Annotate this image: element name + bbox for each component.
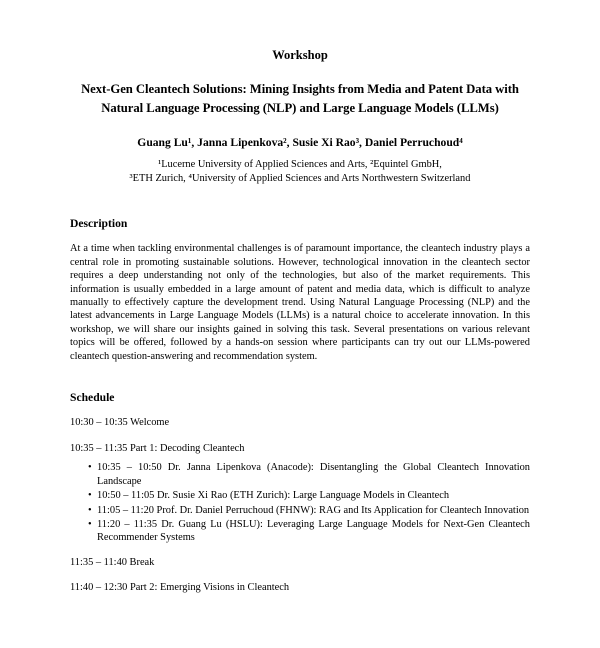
workshop-label: Workshop bbox=[272, 48, 328, 62]
schedule-part1-header: 10:35 – 11:35 Part 1: Decoding Cleantech bbox=[70, 442, 245, 454]
affiliations-block bbox=[70, 158, 530, 185]
affiliation-line-2: ³ETH Zurich, ⁴University of Applied Sciences and Arts Northwestern Switzerland bbox=[129, 172, 471, 184]
schedule-part2-header: 11:40 – 12:30 Part 2: Emerging Visions in Cleantech bbox=[70, 582, 290, 594]
authors-line bbox=[70, 136, 530, 150]
description-paragraph: At a time when tackling environmental challenges is of paramount importance, the cleantech industry plays a central role in promoting sustainable solutions. However, technological innovation in the cleantech sector requires a deep understanding not only of the technologies, but also of the market requirements. This information is usually embedded in a large amount of patent and media data, which is difficult to analyze manually to effectively capture the development trend. Using Natural Language Processing (NLP) and the latest advancements in Large Language Models (LLMs) is a natural choice to accelerate innovation. In this workshop, we will share our insights gained in solving this task. Several presentations on various relevant topics will be offered, followed by a hands-on session where participants can try out our LLMs-powered cleantech question-answering and recommendation system. bbox=[70, 243, 530, 362]
schedule-item-welcome: 10:30 – 10:35 Welcome bbox=[70, 417, 170, 429]
list-item: • 10:50 – 11:05 Dr. Susie Xi Rao (ETH Zurich): Large Language Models in Cleantech bbox=[70, 489, 530, 502]
affiliation-line-1: ¹Lucerne University of Applied Sciences and Arts, ²Equintel GmbH, bbox=[158, 159, 442, 170]
schedule-item-break: 11:35 – 11:40 Break bbox=[70, 556, 155, 568]
section-heading-schedule: Schedule bbox=[70, 391, 115, 405]
authors-text: Guang Lu¹, Janna Lipenkova², Susie Xi Rao³, Daniel Perruchoud⁴ bbox=[137, 136, 463, 149]
section-heading-description: Description bbox=[70, 217, 128, 231]
page-title: Next-Gen Cleantech Solutions: Mining Insights from Media and Patent Data with Natural Language Processing (NLP) and Large Language Models (LLMs) bbox=[81, 82, 519, 115]
document-page bbox=[0, 48, 600, 648]
list-item: • 11:05 – 11:20 Prof. Dr. Daniel Perruchoud (FHNW): RAG and Its Application for Cleantech Innovation bbox=[70, 504, 530, 517]
list-item: • 10:35 – 10:50 Dr. Janna Lipenkova (Anacode): Disentangling the Global Cleantech Innovation Landscape bbox=[70, 461, 530, 488]
schedule-part1-list bbox=[70, 461, 530, 545]
list-item: • 11:20 – 11:35 Dr. Guang Lu (HSLU): Leveraging Large Language Models for Next-Gen Cleantech Recommender Systems bbox=[70, 518, 530, 545]
